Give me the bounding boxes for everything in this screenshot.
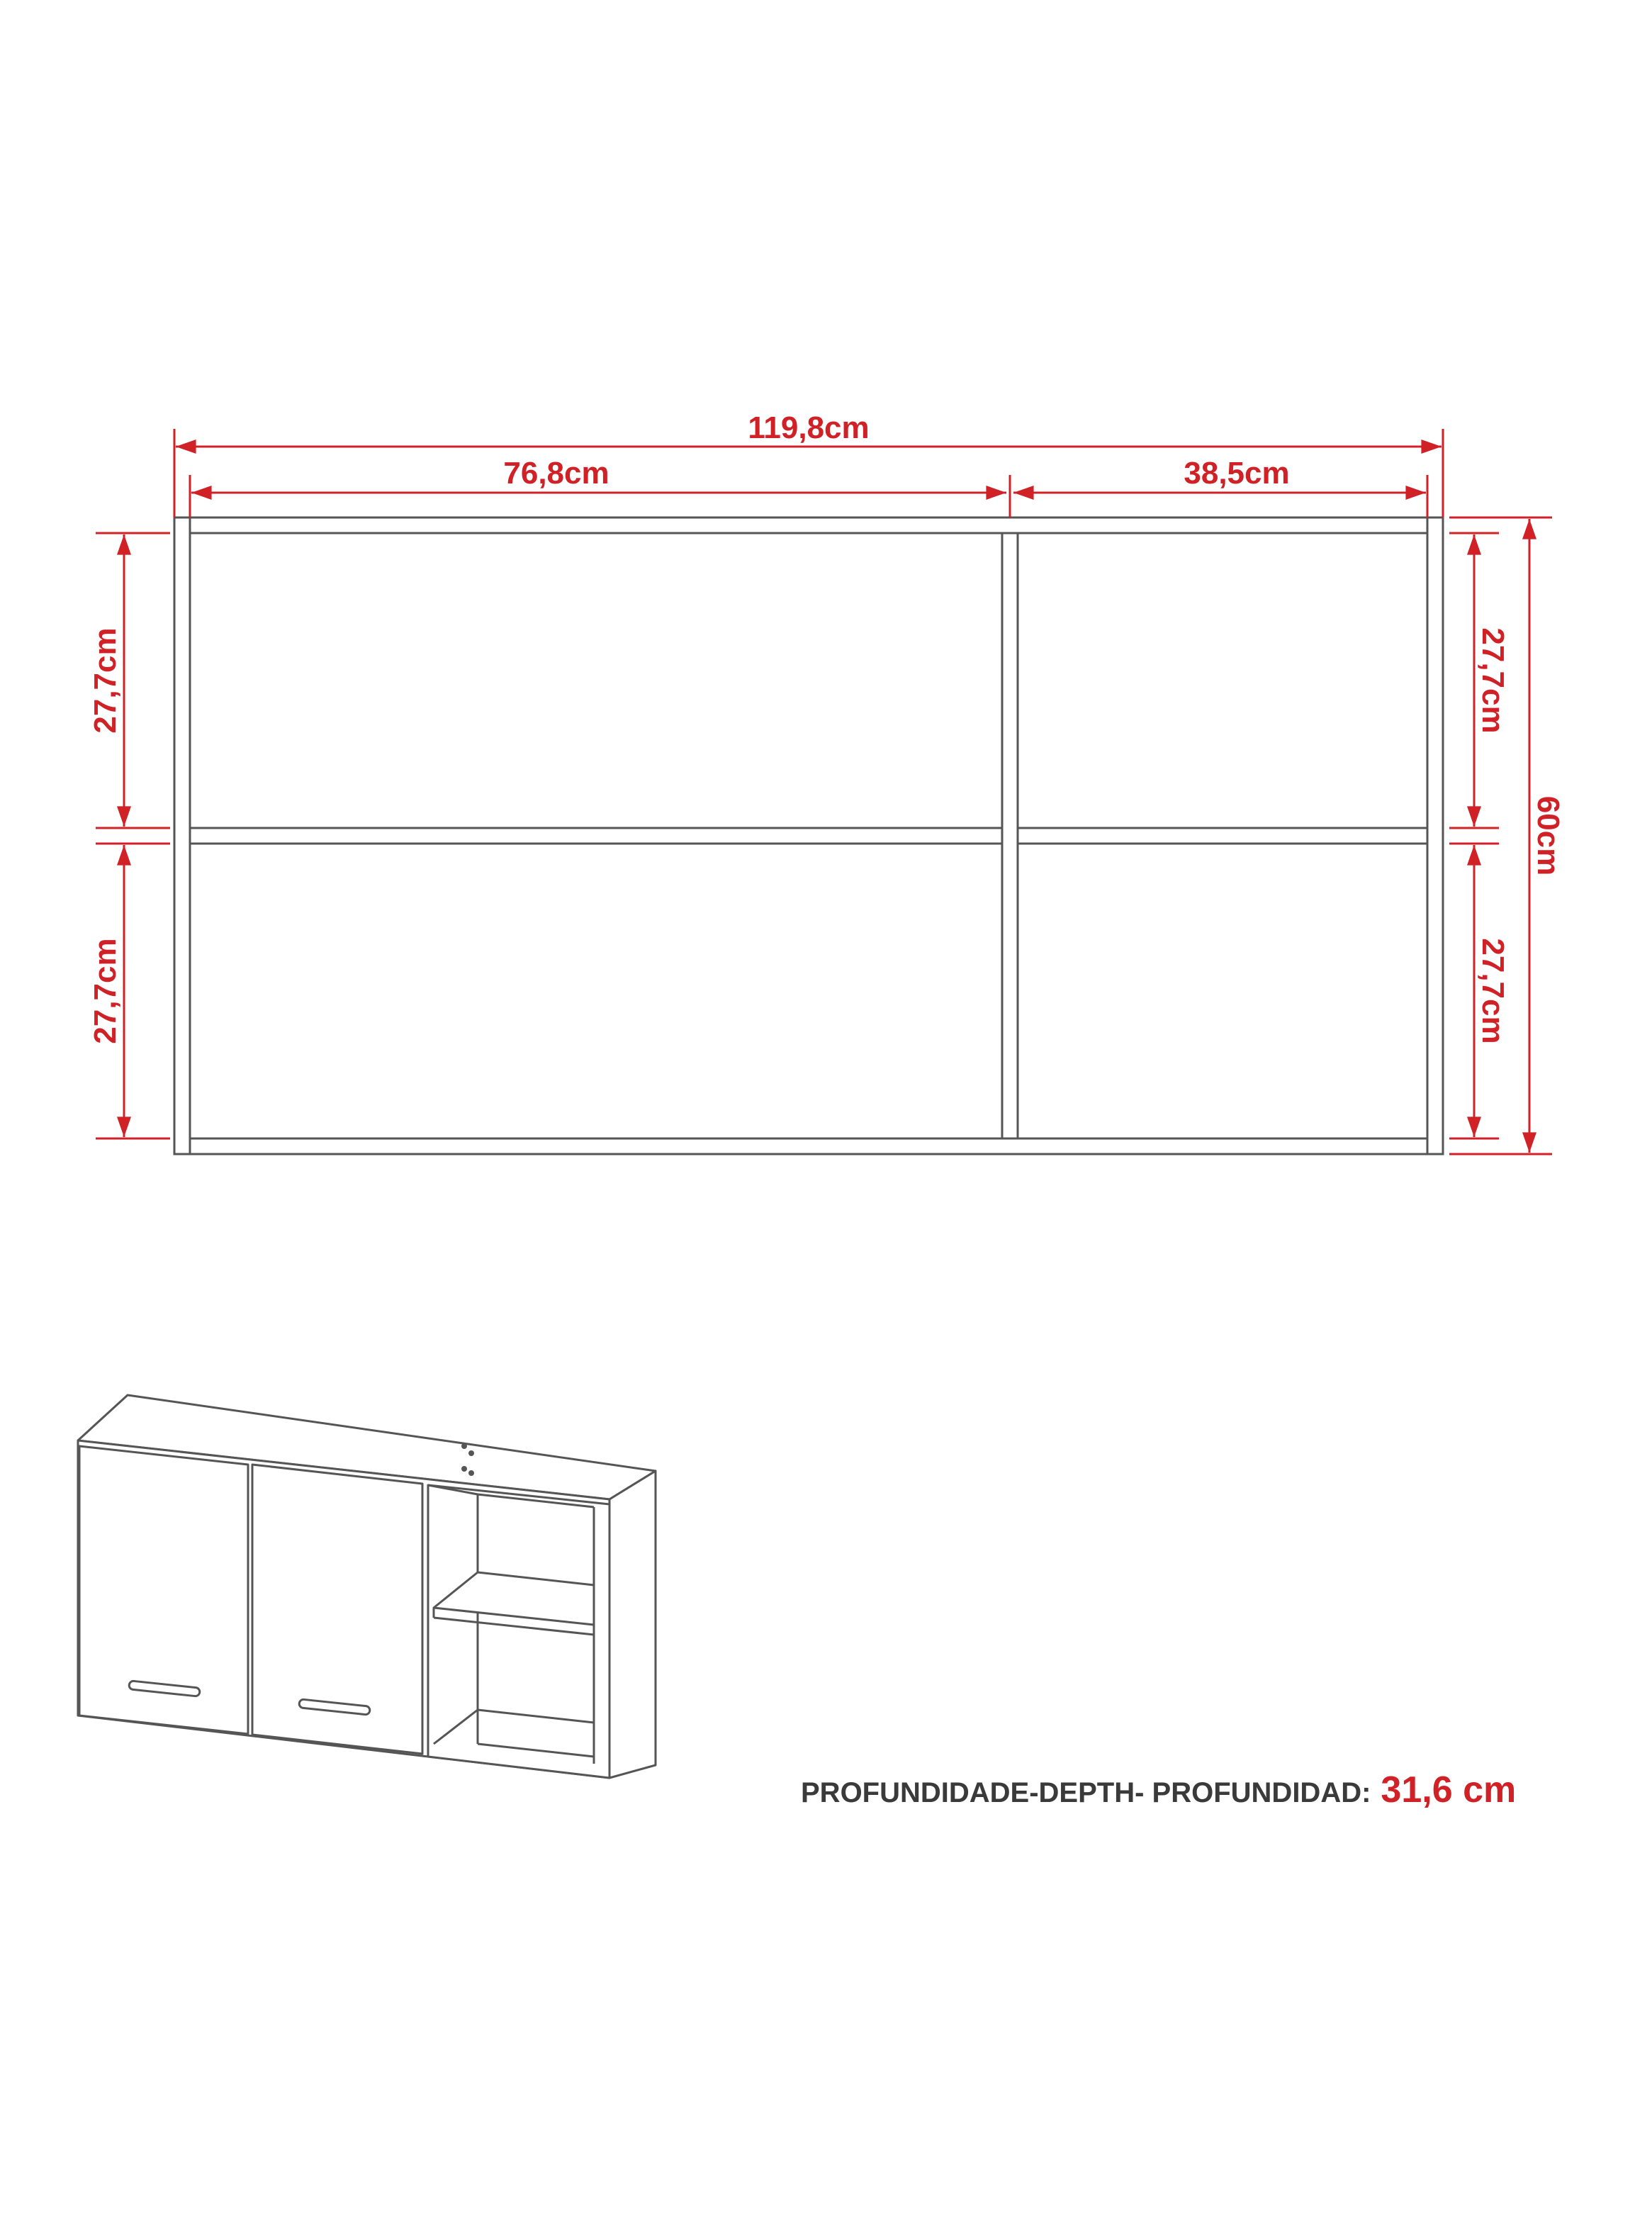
dimension-lines (96, 429, 1552, 1154)
left-shelf (190, 828, 1002, 844)
open-compartment (428, 1485, 609, 1778)
center-divider (1002, 533, 1018, 1138)
depth-caption (801, 1769, 1516, 1811)
right-width-label: 38,5cm (1184, 456, 1290, 491)
left-lower-height-label: 27,7cm (88, 938, 123, 1044)
overall-height-label: 60cm (1531, 795, 1566, 876)
right-upper-height-label: 27,7cm (1476, 627, 1510, 734)
right-lower-height-label: 27,7cm (1476, 938, 1510, 1044)
cabinet-right-side (609, 1471, 656, 1778)
dimension-labels (88, 410, 1566, 1044)
cabinet-outline (174, 517, 1443, 1154)
left-width-label: 76,8cm (503, 456, 609, 491)
overall-width-label: 119,8cm (748, 410, 870, 445)
front-elevation (174, 517, 1443, 1154)
depth-value: 31,6 cm (1381, 1769, 1517, 1811)
left-upper-height-label: 27,7cm (88, 627, 123, 734)
right-shelf (1018, 828, 1427, 844)
cabinet-perspective (78, 1395, 656, 1778)
depth-label: PROFUNDIDADE-DEPTH- PROFUNDIDAD: (801, 1777, 1371, 1808)
